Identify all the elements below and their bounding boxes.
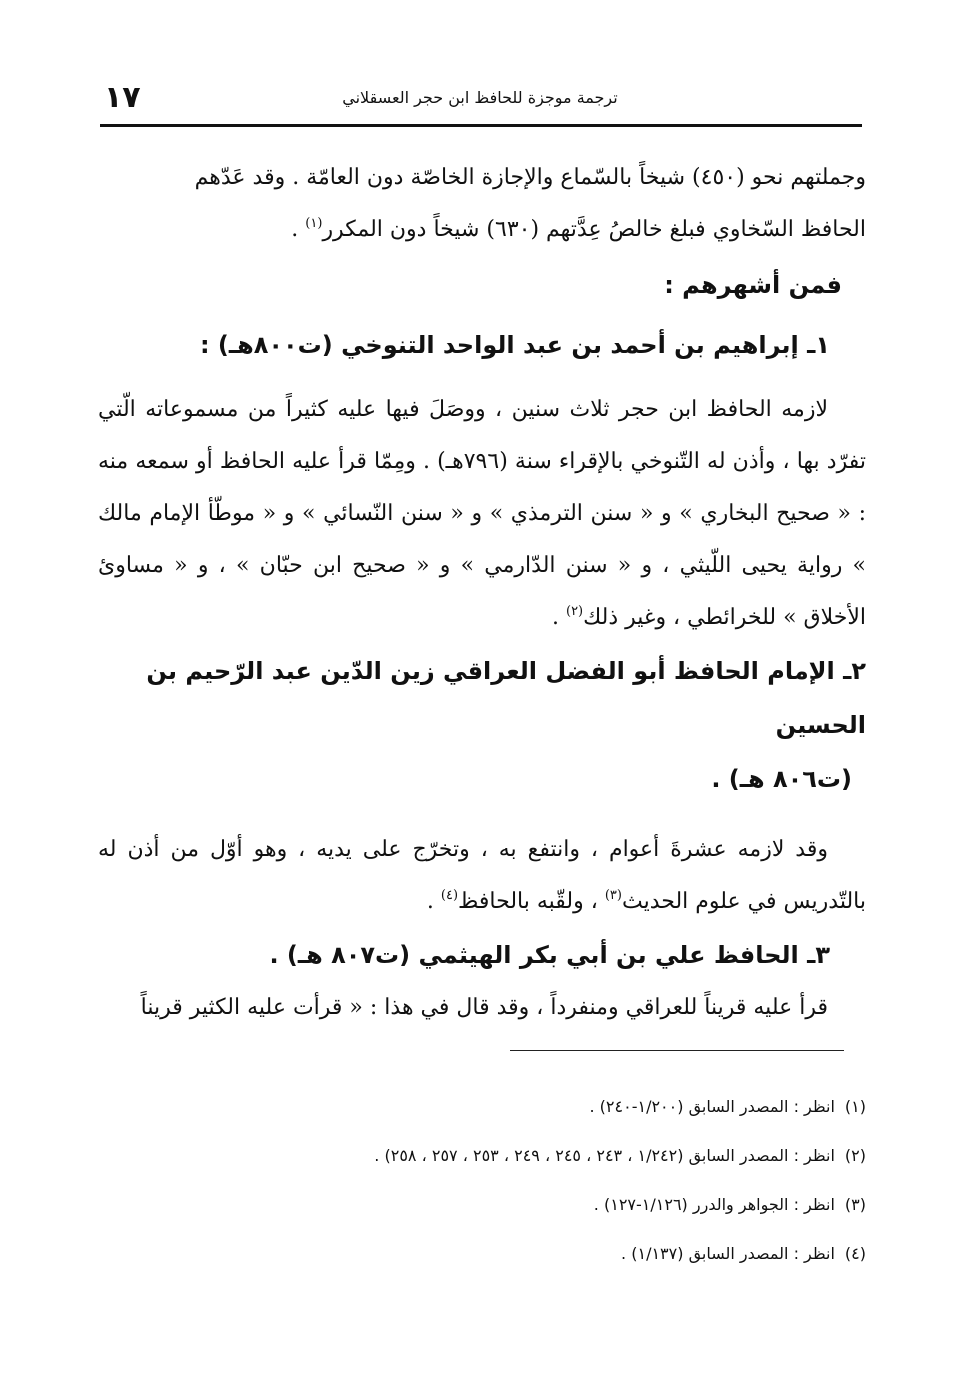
item-1-paragraph (98, 384, 866, 644)
item-2-heading-line-2: (ت٨٠٦ هـ) . (711, 765, 852, 793)
footnote-3 (100, 1180, 866, 1229)
footnote-number: (٤) (844, 1244, 866, 1263)
item-2-text-mid: ، ولقّبه بالحافظ (458, 889, 605, 914)
footnote-number: (٢) (844, 1146, 866, 1165)
item-2-heading-line-1: ٢ـ الإمام الحافظ أبو الفضل العراقي زين الدّين عبد الرّحيم بن الحسين (146, 657, 866, 739)
intro-line-2: الحافظ السّخاوي فبلغ خالصُ عِدَّتهم (٦٣٠) شيخاً دون المكرر (322, 217, 866, 242)
footnote-2 (100, 1131, 866, 1180)
item-3-paragraph: قرأ عليه قريناً للعراقي ومنفرداً ، وقد قال في هذا : « قرأت عليه الكثير قريناً (140, 995, 828, 1020)
footnote-text: انظر : الجواهر والدرر (١/١٢٦-١٢٧) . (593, 1195, 835, 1214)
intro-paragraph (98, 152, 866, 256)
page-header (100, 80, 860, 120)
footnote-text: انظر : المصدر السابق (١/١٣٧) . (621, 1244, 835, 1263)
footnote-number: (١) (844, 1097, 866, 1116)
item-2-text: وقد لازمه عشرةَ أعوام ، وانتفع به ، وتخرّج على يديه ، وهو أوّل من أذن له بالتّدريس في علوم الحديث (98, 837, 866, 914)
footnote-ref-2[interactable]: (٢) (565, 604, 584, 619)
running-title: ترجمة موجزة للحافظ ابن حجر العسقلاني (342, 88, 618, 107)
footnote-ref-1[interactable]: (١) (305, 216, 323, 231)
footnote-ref-3[interactable]: (٣) (604, 888, 622, 903)
footnotes (100, 1082, 866, 1278)
main-text (98, 152, 866, 1034)
footnote-1 (100, 1082, 866, 1131)
item-2-heading (98, 644, 866, 806)
intro-line-1: وجملتهم نحو (٤٥٠) شيخاً بالسّماع والإجازة الخاصّة دون العامّة . وقد عَدّهم (194, 165, 866, 190)
footnote-text: انظر : المصدر السابق (١/٢٠٠-٢٤٠) . (589, 1097, 835, 1116)
footnote-4 (100, 1229, 866, 1278)
section-intro-heading: فمن أشهرهم : (664, 271, 842, 299)
item-3-heading: ٣ـ الحافظ علي بن أبي بكر الهيثمي (ت٨٠٧ هـ) . (269, 941, 830, 969)
footnote-text: انظر : المصدر السابق (١/٢٤٢ ، ٢٤٣ ، ٢٤٥ ، ٢٤٩ ، ٢٥٣ ، ٢٥٧ ، ٢٥٨) . (374, 1146, 835, 1165)
item-2-paragraph (98, 824, 866, 928)
item-1-text: لازمه الحافظ ابن حجر ثلاث سنين ، ووصَلَ فيها عليه كثيراً من مسموعاته الّتي تفرّد بها ، وأذن له التّنوخي بالإقراء سنة (٧٩٦هـ) . ومِمّا قرأ عليه الحافظ أو سمعه منه : « صحيح البخاري » و « سنن الترمذي » و « سنن النّسائي » و « موطّأ الإمام مالك » رواية يحيى اللّيثي ، و « سنن الدّارمي » و « صحيح ابن حبّان » ، و « مساوئ الأخلاق » للخرائطي ، وغير ذلك (98, 397, 866, 630)
item-1-text-end: . (551, 605, 566, 630)
intro-line-2-end: . (291, 217, 306, 242)
header-rule (100, 124, 862, 127)
item-1-heading: ١ـ إبراهيم بن أحمد بن عبد الواحد التنوخي (ت٨٠٠هـ) : (199, 331, 830, 359)
footnote-ref-4[interactable]: (٤) (440, 888, 459, 903)
item-2-text-end: . (426, 889, 441, 914)
footnote-rule (510, 1050, 844, 1051)
page-number: ١٧ (104, 80, 141, 115)
footnote-number: (٣) (844, 1195, 866, 1214)
